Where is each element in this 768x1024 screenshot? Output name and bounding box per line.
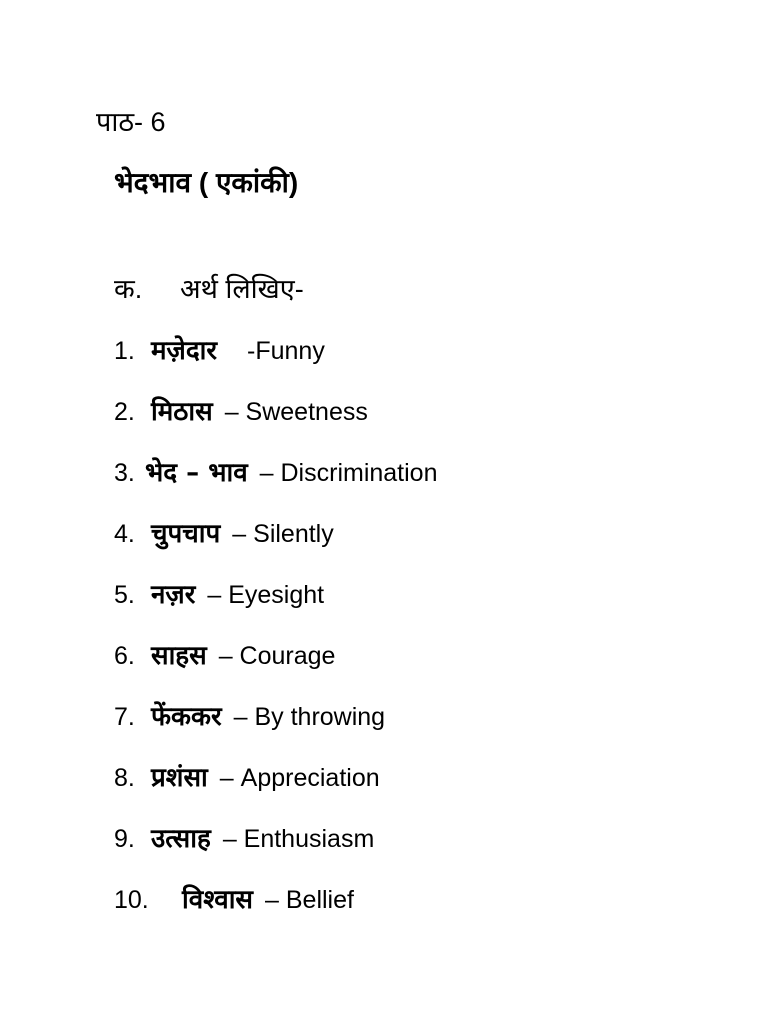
item-number: 4.	[114, 520, 135, 548]
hindi-word: साहस	[151, 641, 207, 671]
hindi-word: नज़र	[151, 580, 196, 610]
section-heading	[114, 271, 304, 307]
item-number: 3.	[114, 459, 135, 487]
list-item	[114, 514, 438, 575]
hindi-word: उत्साह	[151, 824, 211, 854]
section-heading-text: अर्थ लिखिए-	[180, 274, 304, 304]
english-meaning: – Eyesight	[207, 581, 325, 609]
list-item	[114, 453, 438, 514]
english-meaning: – Enthusiasm	[222, 825, 375, 853]
item-number: 1.	[114, 337, 135, 365]
section-marker: क.	[114, 274, 143, 304]
hindi-word: फेंककर	[151, 702, 222, 732]
item-number: 10.	[114, 886, 149, 914]
item-number: 7.	[114, 703, 135, 731]
item-number: 6.	[114, 642, 135, 670]
item-number: 5.	[114, 581, 135, 609]
hindi-word: मज़ेदार	[151, 336, 218, 366]
english-meaning: – By throwing	[233, 703, 386, 731]
vocabulary-list	[114, 331, 438, 941]
hindi-word: प्रशंसा	[151, 763, 208, 793]
item-number: 9.	[114, 825, 135, 853]
lesson-title: भेदभाव ( एकांकी)	[114, 167, 299, 198]
hindi-word: भेद – भाव	[145, 458, 248, 488]
list-item	[114, 758, 438, 819]
list-item	[114, 331, 438, 392]
list-item	[114, 575, 438, 636]
list-item	[114, 819, 438, 880]
list-item	[114, 697, 438, 758]
english-meaning: – Appreciation	[219, 764, 380, 792]
list-item	[114, 880, 438, 941]
hindi-word: चुपचाप	[151, 519, 221, 549]
english-meaning: – Courage	[218, 642, 336, 670]
english-meaning: – Sweetness	[224, 398, 368, 426]
item-number: 2.	[114, 398, 135, 426]
english-meaning: – Bellief	[265, 886, 354, 914]
english-meaning: – Discrimination	[259, 459, 438, 487]
list-item	[114, 636, 438, 697]
hindi-word: विश्वास	[182, 885, 254, 915]
lesson-number: पाठ- 6	[96, 107, 166, 137]
item-number: 8.	[114, 764, 135, 792]
list-item	[114, 392, 438, 453]
hindi-word: मिठास	[151, 397, 213, 427]
english-meaning: -Funny	[247, 337, 325, 365]
english-meaning: – Silently	[232, 520, 334, 548]
